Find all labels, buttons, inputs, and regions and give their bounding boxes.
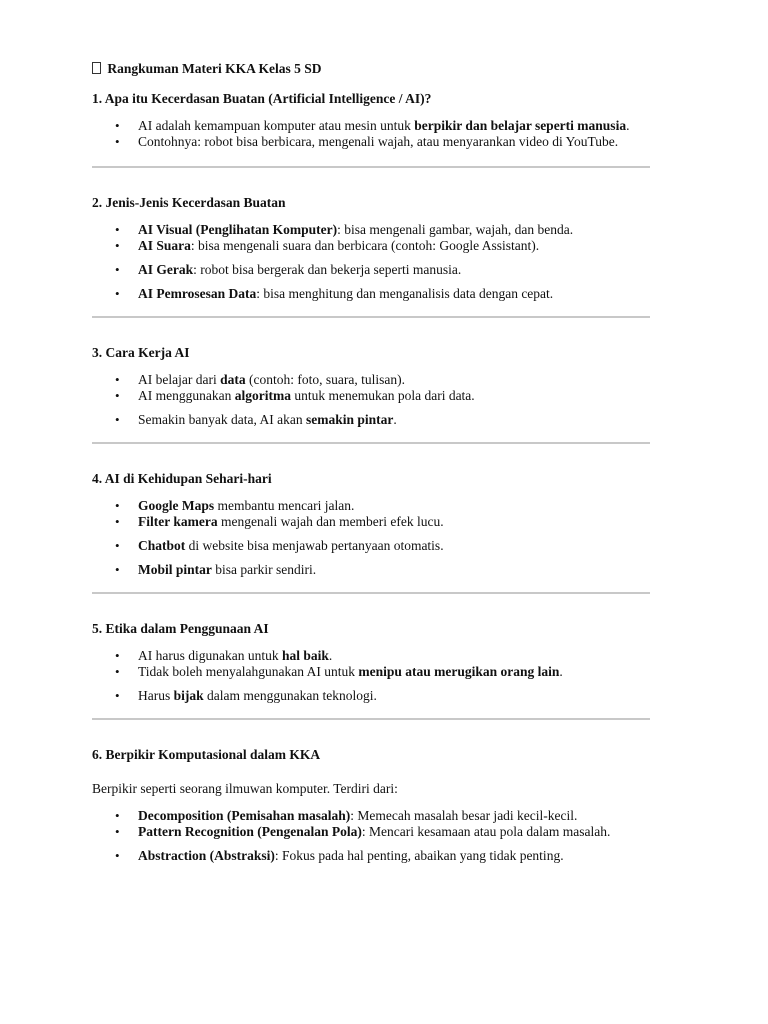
- list-item: • Pattern Recognition (Pengenalan Pola): Mencari kesamaan atau pola dalam masalah.: [92, 824, 676, 840]
- list-item: • Mobil pintar bisa parkir sendiri.: [92, 562, 676, 578]
- document-page: [92, 60, 676, 864]
- section-2-list: [92, 222, 676, 302]
- list-item: • AI belajar dari data (contoh: foto, suara, tulisan).: [92, 372, 676, 388]
- list-item: • Chatbot di website bisa menjawab pertanyaan otomatis.: [92, 538, 676, 554]
- section-5-heading: 5. Etika dalam Penggunaan AI: [92, 621, 269, 636]
- list-item: • Tidak boleh menyalahgunakan AI untuk menipu atau merugikan orang lain.: [92, 664, 676, 680]
- list-item: • Harus bijak dalam menggunakan teknologi.: [92, 688, 676, 704]
- list-item: • AI Gerak: robot bisa bergerak dan bekerja seperti manusia.: [92, 262, 676, 278]
- list-item: • Contohnya: robot bisa berbicara, mengenali wajah, atau menyarankan video di YouTube.: [92, 134, 676, 150]
- list-item: • AI Pemrosesan Data: bisa menghitung dan menganalisis data dengan cepat.: [92, 286, 676, 302]
- list-item: • Filter kamera mengenali wajah dan memberi efek lucu.: [92, 514, 676, 530]
- list-item: • Abstraction (Abstraksi): Fokus pada hal penting, abaikan yang tidak penting.: [92, 848, 676, 864]
- section-5-list: [92, 648, 676, 704]
- list-item: • AI menggunakan algoritma untuk menemukan pola dari data.: [92, 388, 676, 404]
- list-item: • Decomposition (Pemisahan masalah): Memecah masalah besar jadi kecil-kecil.: [92, 808, 676, 824]
- section-divider: [92, 316, 650, 318]
- section-3-list: [92, 372, 676, 428]
- list-item: • AI harus digunakan untuk hal baik.: [92, 648, 676, 664]
- section-divider: [92, 592, 650, 594]
- list-item: • Semakin banyak data, AI akan semakin pintar.: [92, 412, 676, 428]
- section-4-heading: 4. AI di Kehidupan Sehari-hari: [92, 471, 272, 486]
- section-1-heading: 1. Apa itu Kecerdasan Buatan (Artificial Intelligence / AI)?: [92, 91, 432, 106]
- section-1-list: [92, 118, 676, 150]
- section-divider: [92, 166, 650, 168]
- section-2-heading: 2. Jenis-Jenis Kecerdasan Buatan: [92, 195, 286, 210]
- section-4-list: [92, 498, 676, 578]
- section-3-heading: 3. Cara Kerja AI: [92, 345, 190, 360]
- section-6-list: [92, 808, 676, 864]
- document-title: Rangkuman Materi KKA Kelas 5 SD: [107, 61, 322, 76]
- document-title-line: [92, 60, 676, 78]
- list-item: • AI adalah kemampuan komputer atau mesin untuk berpikir dan belajar seperti manusia.: [92, 118, 676, 134]
- section-divider: [92, 718, 650, 720]
- list-item: • Google Maps membantu mencari jalan.: [92, 498, 676, 514]
- section-6-intro: Berpikir seperti seorang ilmuwan komputer. Terdiri dari:: [92, 781, 398, 796]
- list-item: • AI Visual (Penglihatan Komputer): bisa mengenali gambar, wajah, dan benda.: [92, 222, 676, 238]
- section-divider: [92, 442, 650, 444]
- section-6-heading: 6. Berpikir Komputasional dalam KKA: [92, 747, 321, 762]
- missing-glyph-icon: [92, 62, 101, 74]
- list-item: • AI Suara: bisa mengenali suara dan berbicara (contoh: Google Assistant).: [92, 238, 676, 254]
